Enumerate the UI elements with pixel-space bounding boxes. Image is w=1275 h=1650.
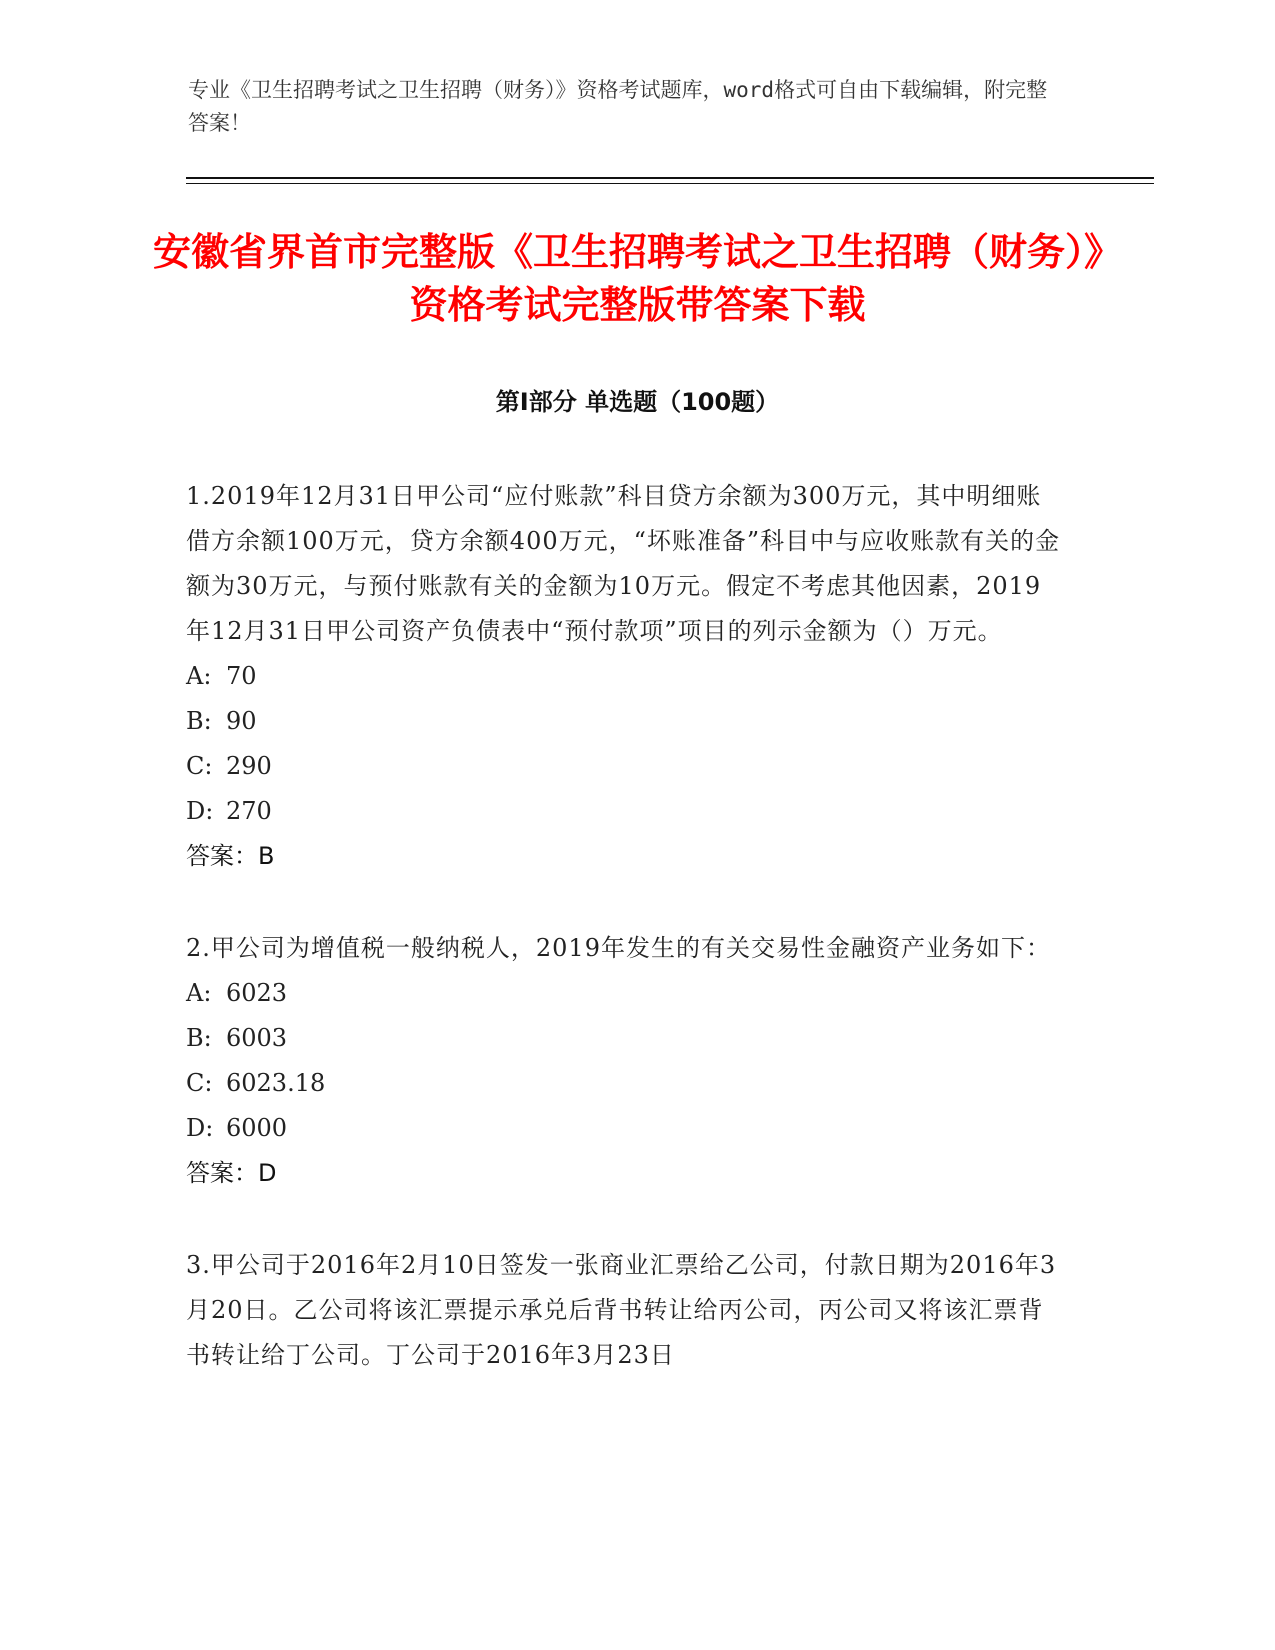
option-label: B: [186,707,212,735]
option-value: 290 [226,752,272,780]
option-d [186,1106,1066,1151]
option-a [186,971,1066,1016]
question-1 [186,474,1066,879]
option-label: D: [186,1114,214,1142]
option-label: A: [186,662,212,690]
option-label: A: [186,979,212,1007]
answer-line: 答案：B [186,842,275,870]
question-2 [186,926,1066,1196]
option-d [186,789,1066,834]
option-a [186,654,1066,699]
document-title: 安徽省界首市完整版《卫生招聘考试之卫生招聘（财务）》资格考试完整版带答案下载 [152,230,1122,327]
option-value: 270 [226,797,272,825]
answer-line: 答案：D [186,1159,277,1187]
header-divider-thin [186,183,1154,184]
option-b [186,699,1066,744]
option-value: 6023.18 [226,1069,326,1097]
question-stem: 2.甲公司为增值税一般纳税人，2019年发生的有关交易性金融资产业务如下： [186,934,1051,962]
header-divider-thick [186,177,1154,179]
question-list [186,474,1066,1425]
question-stem: 1.2019年12月31日甲公司“应付账款”科目贷方余额为300万元，其中明细账借方余额100万元，贷方余额400万元，“坏账准备”科目中与应收账款有关的金额为30万元，与预付账款有关的金额为10万元。假定不考虑其他因素，2019年12月31日甲公司资产负债表中“预付款项”项目的列示金额为（）万元。 [186,482,1061,645]
option-c [186,1061,1066,1106]
option-value: 6003 [226,1024,288,1052]
option-c [186,744,1066,789]
option-value: 70 [226,662,257,690]
section-heading: 第Ⅰ部分 单选题（100题） [495,388,780,416]
option-value: 90 [226,707,257,735]
option-label: D: [186,797,214,825]
option-value: 6000 [226,1114,288,1142]
option-value: 6023 [226,979,288,1007]
option-label: B: [186,1024,212,1052]
option-label: C: [186,752,213,780]
option-b [186,1016,1066,1061]
header-note: 专业《卫生招聘考试之卫生招聘（财务）》资格考试题库，word格式可自由下载编辑，附完整答案！ [188,78,1048,135]
option-label: C: [186,1069,213,1097]
question-stem: 3.甲公司于2016年2月10日签发一张商业汇票给乙公司，付款日期为2016年3月20日。乙公司将该汇票提示承兑后背书转让给丙公司，丙公司又将该汇票背书转让给丁公司。丁公司于2016年3月23日 [186,1251,1057,1369]
question-3 [186,1243,1066,1378]
